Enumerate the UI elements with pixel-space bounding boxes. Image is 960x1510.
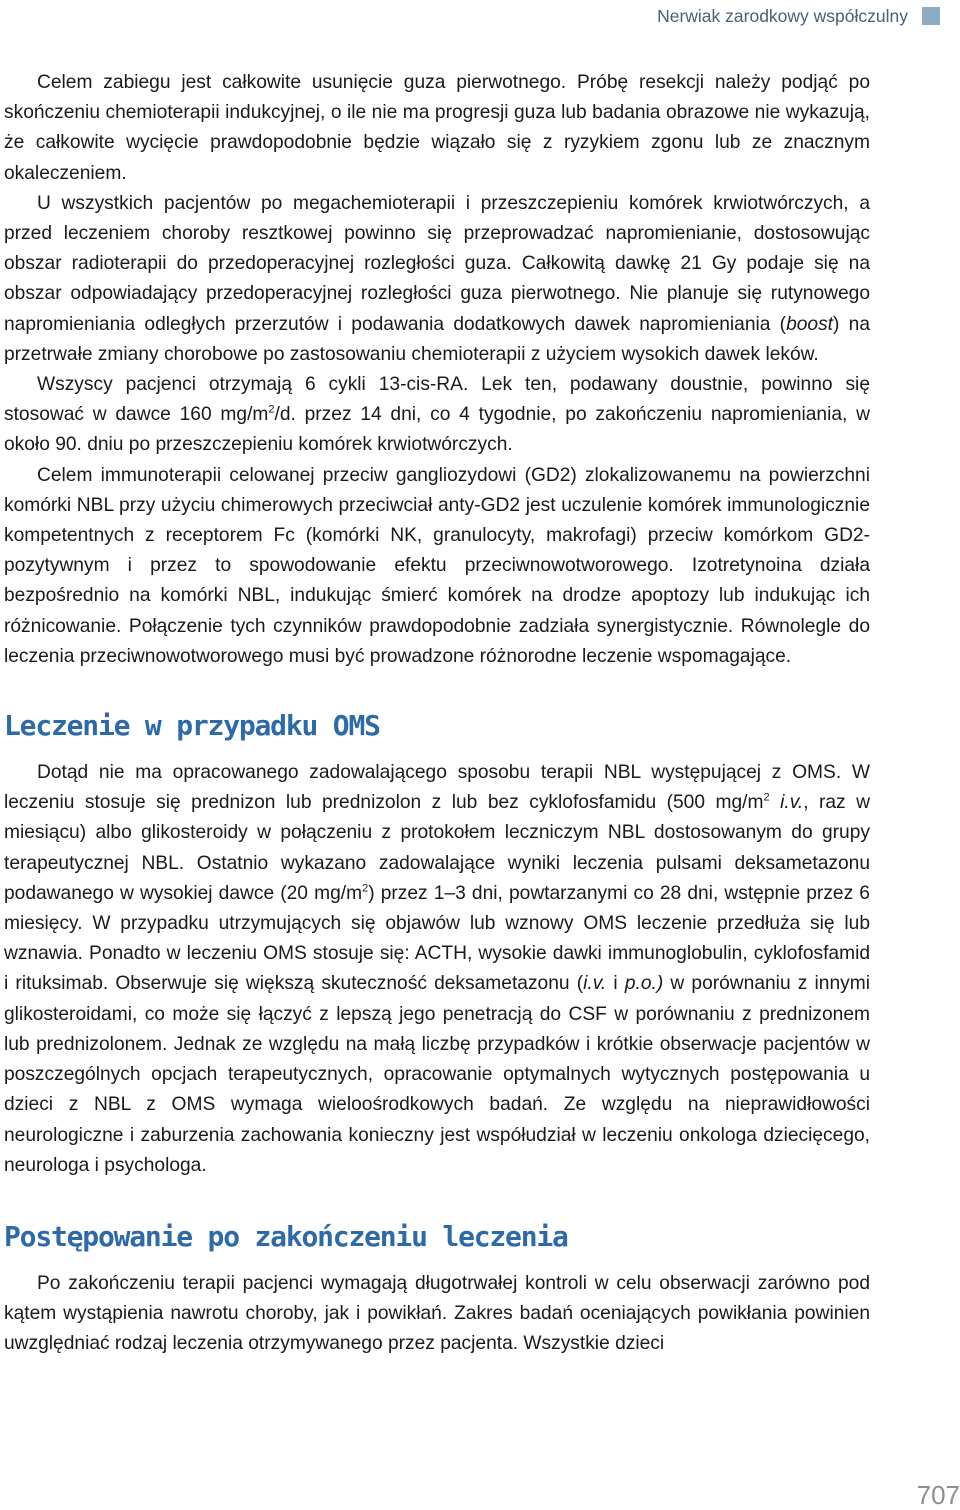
paragraph-text: , raz w miesiącu) albo glikosteroidy w połączeniu z protokołem leczniczym NBL dostosowanym do grupy terapeutycznej NBL. Ostatnio wykazano zadowalające wyniki leczenia pulsami deksametazonu podawanego w wysokiej dawce (20 mg/m: [4, 792, 870, 904]
paragraph-text: U wszystkich pacjentów po megachemioterapii i przeszczepieniu komórek krwiotwórczych, a przed leczeniem choroby resztkowej powinno się przeprowadzać napromienianie, dostosowując obszar radioterapii do przedoperacyjnej rozległości guza. Całkowitą dawkę 21 Gy podaje się na obszar odpowiadający przedoperacyjnej rozległości guza pierwotnego. Nie planuje się rutynowego napromieniania odległych przerzutów i podawania dodatkowych dawek napromieniania (: [4, 192, 870, 335]
paragraph-italic-term: p.o.): [624, 973, 664, 995]
paragraph-italic-term: i.v.: [780, 792, 804, 814]
section-heading-after-treatment: Postępowanie po zakończeniu leczenia: [4, 1219, 568, 1253]
paragraph-immunotherapy: Celem immunoterapii celowanej przeciw gangliozydowi (GD2) zlokalizowanemu na powierzchni komórki NBL przy użyciu chimerowych przeciwciał anty-GD2 jest uczulenie komórek immunologicznie kompetentnych z receptorem Fc (komórki NK, granulocyty, makrofagi) przeciw komórkom GD2-pozytywnym i przez to spowodowanie efektu przeciwnowotworowego. Izotretynoina działa bezpośrednio na komórki NBL, indukując śmierć komórek na drodze apoptozy lub indukując ich różnicowanie. Połączenie tych czynników prawdopodobnie zadziała synergistycznie. Równolegle do leczenia przeciwnowotworowego musi być prowadzone różnorodne leczenie wspomagające.: [4, 464, 870, 667]
paragraph-text: ) przez 1–3 dni, powtarzanymi co 28 dni, wstępnie przez 6 miesięcy. W przypadku utrzymujących się objawów lub wznowy OMS leczenie przedłuża się lub wznawia. Ponadto w leczeniu OMS stosuje się: ACTH, wysokie dawki immunoglobulin, cyklofosfamid i rituksimab. Obserwuje się większą skuteczność deksametazonu (: [4, 882, 870, 995]
paragraph-text: ) na przetrwałe zmiany chorobowe po zastosowaniu chemioterapii z użyciem wysokich dawek leków.: [4, 313, 870, 365]
paragraph-text: /d. przez 14 dni, co 4 tygodnie, po zakończeniu napromieniania, w około 90. dniu po przeszczepieniu komórek krwiotwórczych.: [4, 404, 870, 456]
running-header: [657, 4, 940, 28]
paragraph-italic-term: boost: [786, 313, 834, 335]
paragraph-oms: [4, 758, 870, 1181]
paragraph-text: Dotąd nie ma opracowanego zadowalającego sposobu terapii NBL występującej z OMS. W leczeniu stosuje się prednizon lub prednizolon z lub bez cyklofosfamidu (500 mg/m: [4, 762, 870, 814]
page-number: 707: [916, 1480, 960, 1510]
paragraph-follow-up: Po zakończeniu terapii pacjenci wymagają długotrwałej kontroli w celu obserwacji zarówno pod kątem wystąpienia nawrotu choroby, jak i powikłań. Zakres badań oceniających powikłania powinien uwzględniać rodzaj leczenia otrzymywanego przez pacjenta. Wszystkie dzieci: [4, 1272, 870, 1355]
paragraph-cis-ra: [4, 370, 870, 461]
paragraph-radiotherapy: [4, 189, 870, 370]
paragraph-text: w porównaniu z innymi glikosteroidami, co może się łączyć z lepszą jego penetracją do CSF w porównaniu z prednizonem lub prednizolonem. Jednak ze względu na małą liczbę przypadków i krótkie obserwacje pacjentów w poszczególnych opcjach terapeutycznych, opracowanie optymalnych wytycznych postępowania u dzieci z NBL z OMS wymaga wieloośrodkowych badań. Ze względu na nieprawidłowości neurologiczne i zaburzenia zachowania konieczny jest współudział w leczeniu onkologa dziecięcego, neurologa i psychologa.: [4, 973, 870, 1176]
section-heading-oms: Leczenie w przypadku OMS: [4, 709, 380, 743]
paragraph-text: Wszyscy pacjenci otrzymają 6 cykli 13-cis-RA. Lek ten, podawany doustnie, powinno się stosować w dawce 160 mg/m: [4, 374, 870, 426]
superscript: 2: [268, 403, 275, 416]
paragraph-surgery: Celem zabiegu jest całkowite usunięcie guza pierwotnego. Próbę resekcji należy podjąć po skończeniu chemioterapii indukcyjnej, o ile nie ma progresji guza lub badania obrazowe nie wykazują, że całkowite wycięcie prawdopodobnie będzie wiązało się z ryzykiem zgonu lub ze znacznym okaleczeniem.: [4, 72, 870, 184]
paragraph-italic-term: i.v.: [583, 973, 607, 995]
header-square-marker: [922, 7, 940, 25]
superscript: 2: [763, 791, 770, 804]
running-title: Nerwiak zarodkowy współczulny: [657, 5, 908, 26]
paragraph-text: i: [606, 973, 625, 995]
superscript: 2: [362, 882, 369, 895]
page-body: [4, 68, 870, 1360]
